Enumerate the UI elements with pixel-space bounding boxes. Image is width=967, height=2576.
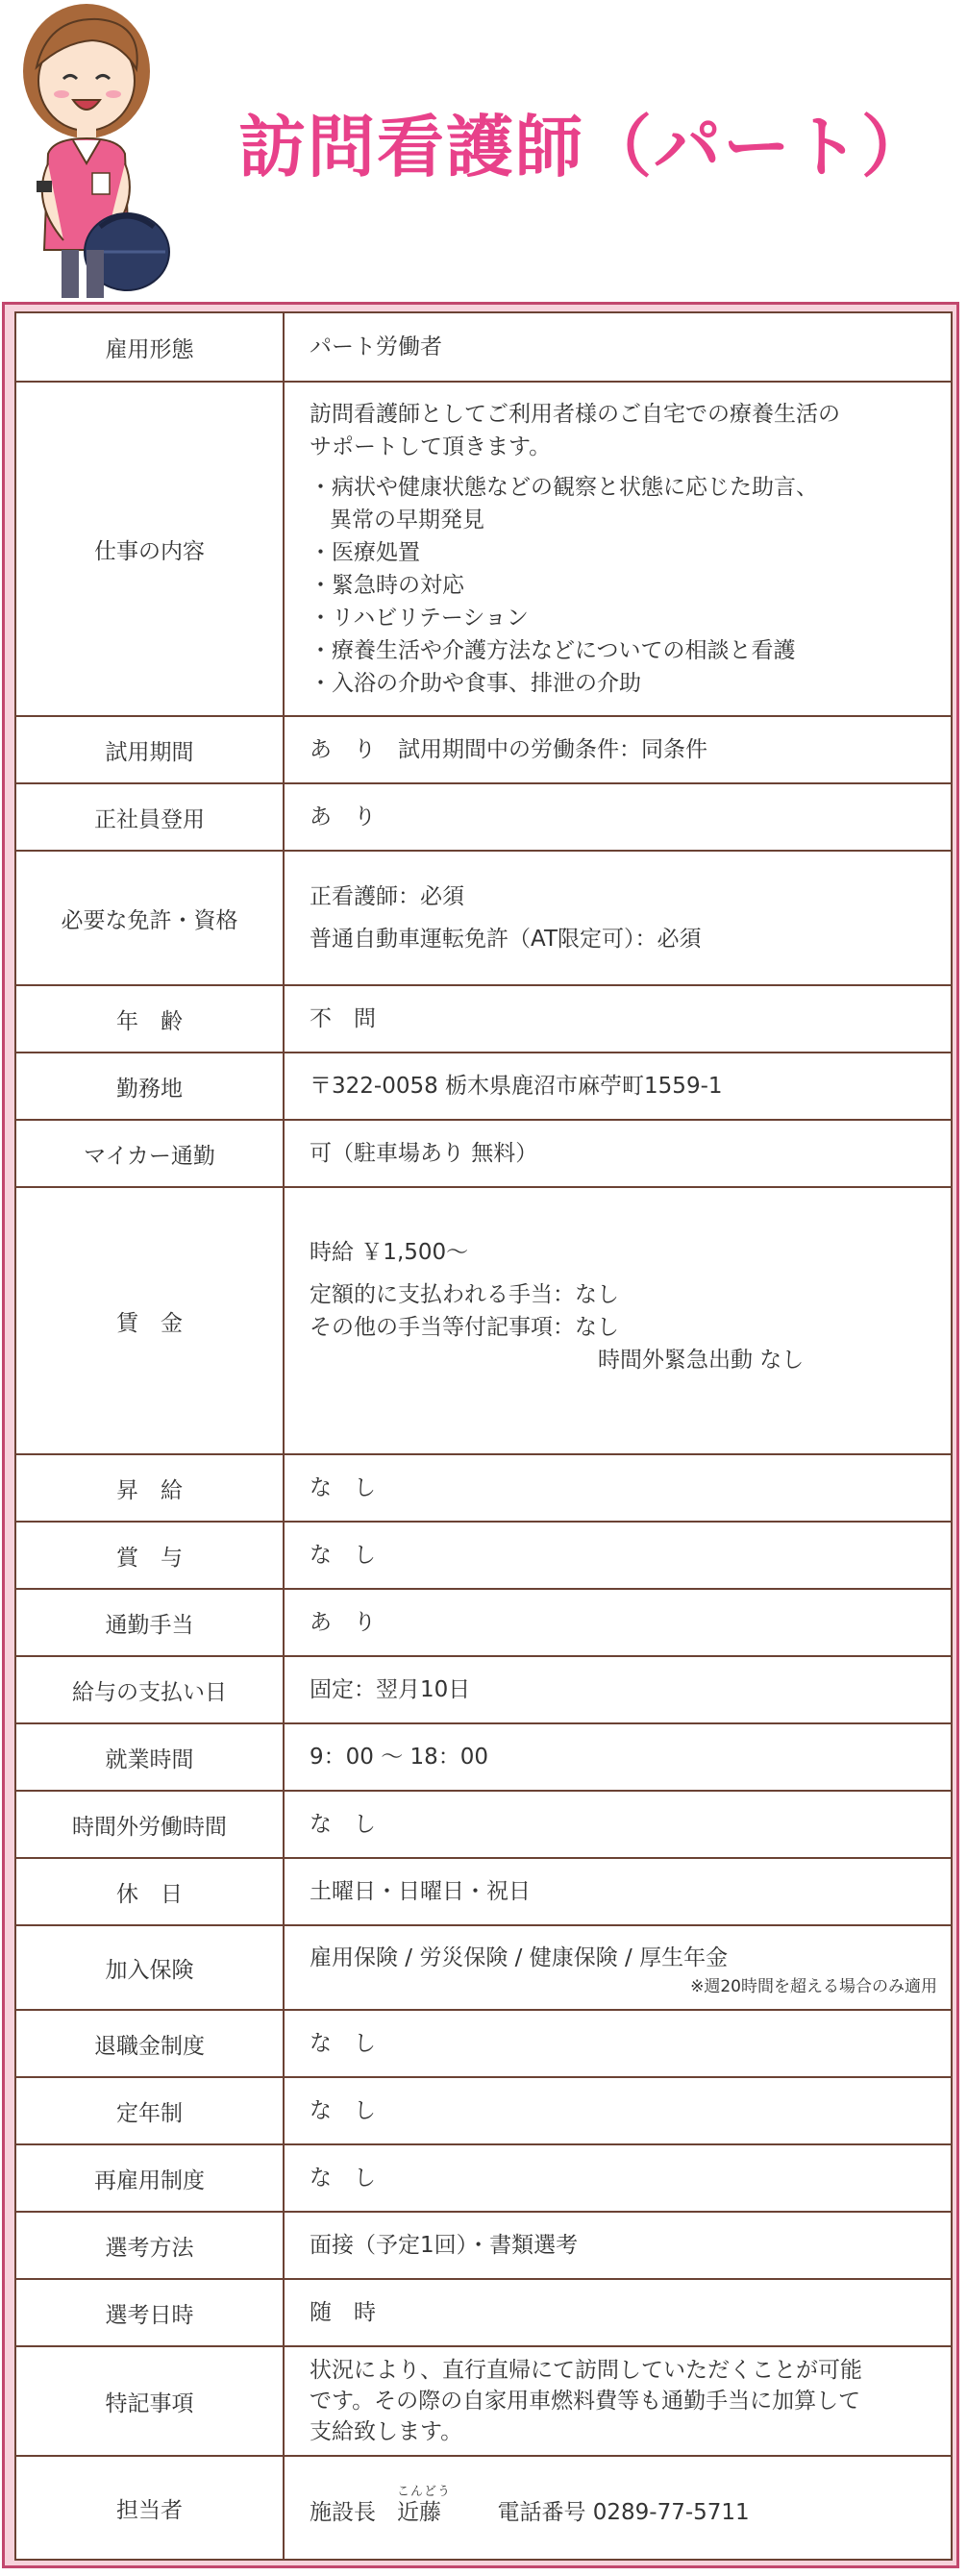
phone-label: 電話番号 bbox=[497, 2499, 586, 2525]
row-value: 面接（予定1回）・書類選考 bbox=[310, 2232, 579, 2258]
row-value: 9：00 ～ 18：00 bbox=[310, 1744, 489, 1770]
contact-furigana: こんどう bbox=[396, 2484, 451, 2499]
row-label: 選考日時 bbox=[16, 2280, 285, 2345]
table-row bbox=[16, 2347, 951, 2457]
table-row bbox=[16, 2011, 951, 2078]
insurance-note: ※週20時間を超える場合のみ適用 bbox=[690, 1976, 937, 1996]
table-row bbox=[16, 1859, 951, 1926]
row-value: あ り 試用期間中の労働条件：同条件 bbox=[310, 736, 707, 762]
row-label: 退職金制度 bbox=[16, 2011, 285, 2076]
contact-title: 施設長 bbox=[310, 2499, 376, 2525]
row-value: な し bbox=[310, 2097, 376, 2123]
table-row bbox=[16, 784, 951, 852]
table-row bbox=[16, 2078, 951, 2145]
row-label: 昇 給 bbox=[16, 1455, 285, 1521]
row-value: 雇用保険 / 労災保険 / 健康保険 / 厚生年金 ※週20時間を超える場合のみ適用 bbox=[285, 1926, 951, 2009]
table-row bbox=[16, 2213, 951, 2280]
row-label: 雇用形態 bbox=[16, 313, 285, 381]
row-value: 時給 ￥1,500～ 定額的に支払われる手当：なし その他の手当等付記事項：なし 時間外緊急出動 なし bbox=[310, 1240, 805, 1373]
row-label: 試用期間 bbox=[16, 717, 285, 782]
row-value: 可（駐車場あり 無料） bbox=[310, 1140, 538, 1166]
table-row bbox=[16, 1724, 951, 1792]
table-row bbox=[16, 986, 951, 1053]
table-row bbox=[16, 717, 951, 784]
row-value: な し bbox=[310, 1811, 376, 1837]
row-label: 仕事の内容 bbox=[16, 383, 285, 715]
row-label: 通勤手当 bbox=[16, 1590, 285, 1655]
row-value: 訪問看護師としてご利用者様のご自宅での療養生活の サポートして頂きます。 ・病状や健康状態などの観察と状態に応じた助言、 異常の早期発見 ・医療処置 ・緊急時の対応 ・リハビリテーション ・療養生活や介護方法などについての相談と看護 ・入浴の介助や食事、排泄の介助 bbox=[310, 402, 840, 696]
row-label: 賃 金 bbox=[16, 1188, 285, 1453]
row-label: 賞 与 bbox=[16, 1523, 285, 1588]
row-label: 年 齢 bbox=[16, 986, 285, 1052]
row-value: 固定：翌月10日 bbox=[310, 1676, 471, 1702]
page-title: 訪問看護師（パート） bbox=[238, 108, 930, 186]
row-value: 正看護師：必須 普通自動車運転免許（AT限定可）：必須 bbox=[310, 884, 702, 952]
table-row bbox=[16, 1590, 951, 1657]
row-label: マイカー通勤 bbox=[16, 1121, 285, 1186]
row-value: 随 時 bbox=[310, 2299, 376, 2325]
row-value: あ り bbox=[310, 1609, 376, 1635]
row-value: あ り bbox=[310, 804, 376, 830]
job-info-table bbox=[14, 311, 953, 2561]
row-label: 正社員登用 bbox=[16, 784, 285, 850]
row-value: 状況により、直行直帰にて訪問していただくことが可能 です。その際の自家用車燃料費等も通勤手当に加算して 支給致します。 bbox=[310, 2358, 862, 2444]
row-label: 勤務地 bbox=[16, 1053, 285, 1119]
row-label: 特記事項 bbox=[16, 2347, 285, 2455]
row-value bbox=[285, 2457, 951, 2559]
phone-number: 0289-77-5711 bbox=[592, 2499, 750, 2525]
row-label: 休 日 bbox=[16, 1859, 285, 1924]
row-label: 時間外労働時間 bbox=[16, 1792, 285, 1857]
row-label: 担当者 bbox=[16, 2457, 285, 2559]
row-label: 再雇用制度 bbox=[16, 2145, 285, 2211]
row-value: な し bbox=[310, 2165, 376, 2191]
row-value: 〒322-0058 栃木県鹿沼市麻苧町1559-1 bbox=[310, 1073, 723, 1099]
contact-name: こんどう 近藤 bbox=[397, 2500, 441, 2525]
row-label: 給与の支払い日 bbox=[16, 1657, 285, 1722]
table-row bbox=[16, 313, 951, 383]
table-row bbox=[16, 1926, 951, 2011]
row-label: 必要な免許・資格 bbox=[16, 852, 285, 984]
table-row bbox=[16, 1188, 951, 1455]
table-row bbox=[16, 1523, 951, 1590]
row-label: 加入保険 bbox=[16, 1926, 285, 2009]
table-row bbox=[16, 2457, 951, 2559]
table-row bbox=[16, 2280, 951, 2347]
table-row bbox=[16, 1455, 951, 1523]
table-row bbox=[16, 852, 951, 986]
table-row bbox=[16, 2145, 951, 2213]
table-row bbox=[16, 1121, 951, 1188]
row-value: な し bbox=[310, 2030, 376, 2056]
row-label: 選考方法 bbox=[16, 2213, 285, 2278]
row-value: な し bbox=[310, 1474, 376, 1500]
row-label: 就業時間 bbox=[16, 1724, 285, 1790]
row-value: パート労働者 bbox=[310, 334, 442, 359]
header bbox=[0, 0, 967, 304]
row-value: 土曜日・日曜日・祝日 bbox=[310, 1878, 531, 1904]
table-row bbox=[16, 1053, 951, 1121]
row-value: な し bbox=[310, 1542, 376, 1568]
nurse-illustration bbox=[10, 0, 173, 304]
table-row bbox=[16, 1792, 951, 1859]
table-row bbox=[16, 1657, 951, 1724]
row-value: 不 問 bbox=[310, 1005, 376, 1031]
table-row bbox=[16, 383, 951, 717]
row-label: 定年制 bbox=[16, 2078, 285, 2143]
